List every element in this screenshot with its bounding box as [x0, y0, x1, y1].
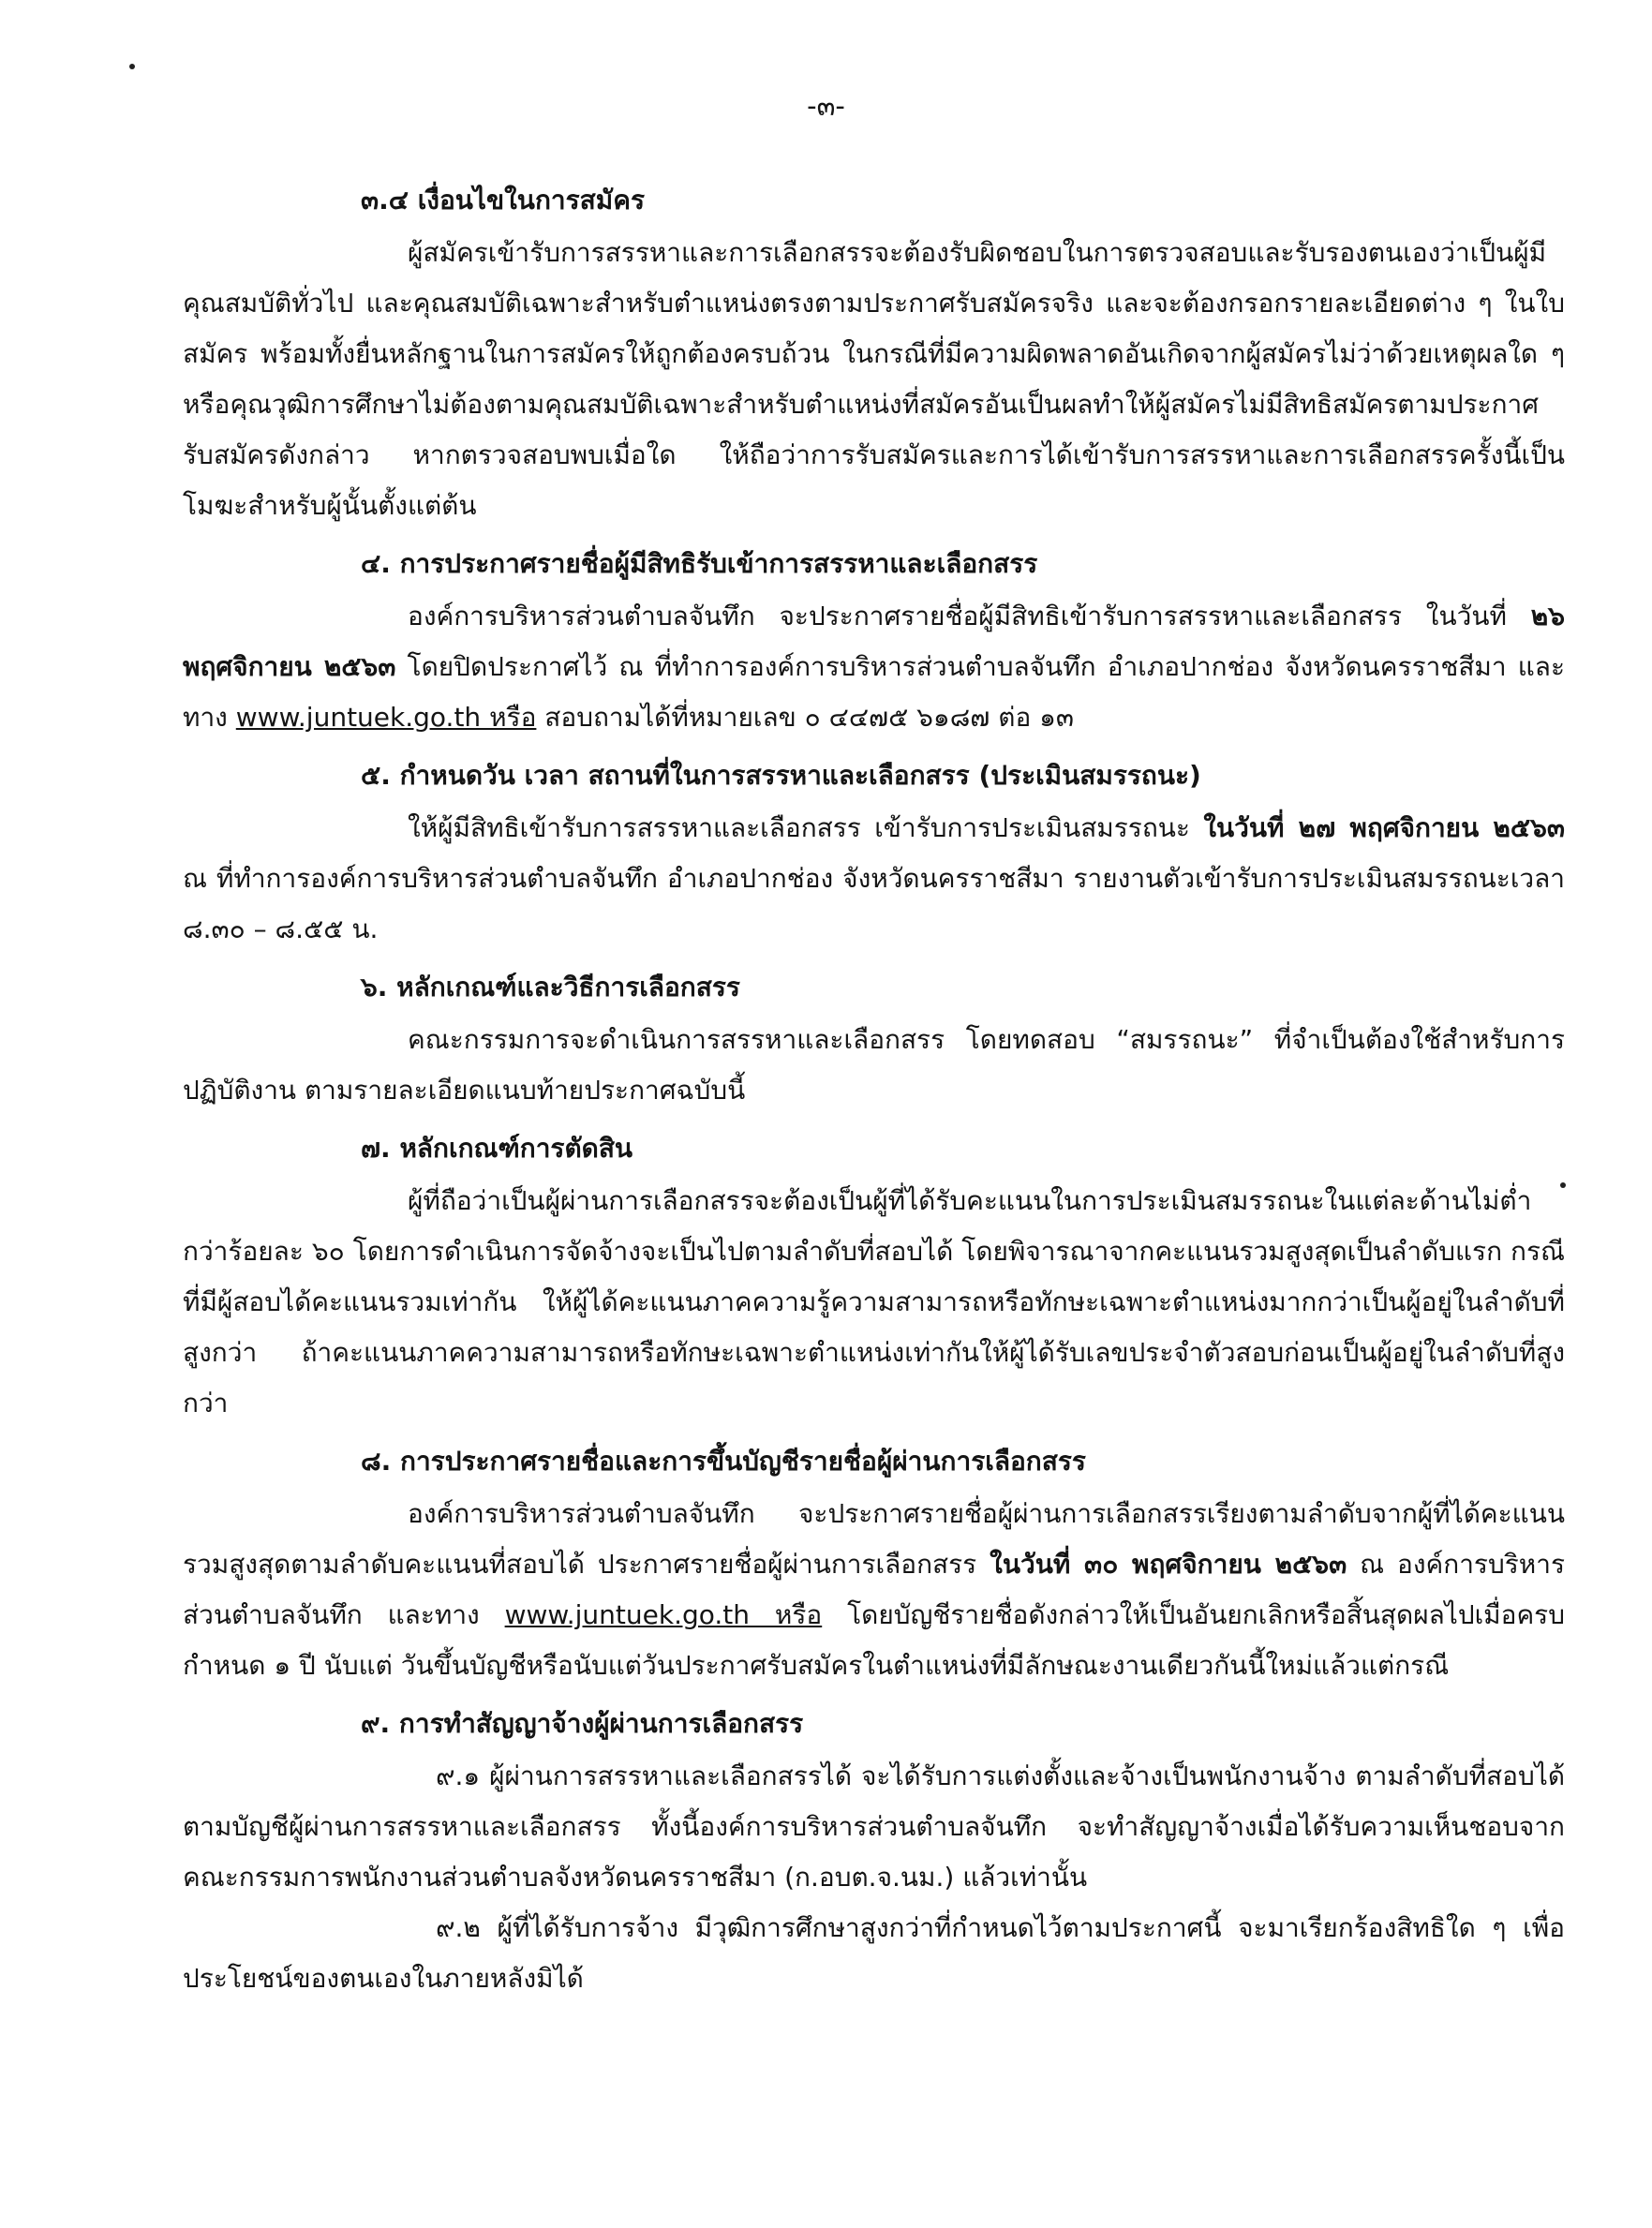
- section-5-text-1: ให้ผู้มีสิทธิเข้ารับการสรรหาและเลือกสรร เข้ารับการประเมินสมรรถนะ: [408, 812, 1204, 843]
- section-4-text-1: องค์การบริหารส่วนตำบลจันทึก จะประกาศรายชื่อผู้มีสิทธิเข้ารับการสรรหาและเลือกสรร ในวันที่: [408, 601, 1507, 631]
- section-4-text-2: โดยปิดประกาศไว้ ณ ที่ทำการองค์การบริหารส่วนตำบลจันทึก อำเภอปากช่อง จังหวัดนครราชสีมา และทาง: [183, 651, 1566, 733]
- section-4-body: [183, 591, 1565, 743]
- section-8-heading: ๘. การประกาศรายชื่อและการขึ้นบัญชีรายชื่อผู้ผ่านการเลือกสรร: [361, 1446, 1086, 1477]
- section-5-text-2: ณ ที่ทำการองค์การบริหารส่วนตำบลจันทึก อำเภอปากช่อง จังหวัดนครราชสีมา รายงานตัวเข้ารับการประเมินสมรรถนะเวลา ๘.๓๐ – ๘.๕๕ น.: [183, 863, 1565, 944]
- section-7-body: ผู้ที่ถือว่าเป็นผู้ผ่านการเลือกสรรจะต้องเป็นผู้ที่ได้รับคะแนนในการประเมินสมรรถนะในแต่ละด้านไม่ต่ำกว่าร้อยละ ๖๐ โดยการดำเนินการจัดจ้างจะเป็นไปตามลำดับที่สอบได้ โดยพิจารณาจากคะแนนรวมสูงสุดเป็นลำดับแรก กรณีที่มีผู้สอบได้คะแนนรวมเท่ากัน ให้ผู้ได้คะแนนภาคความรู้ความสามารถหรือทักษะเฉพาะตำแหน่งมากกว่าเป็นผู้อยู่ในลำดับที่สูงกว่า ถ้าคะแนนภาคความสามารถหรือทักษะเฉพาะตำแหน่งเท่ากันให้ผู้ได้รับเลขประจำตัวสอบก่อนเป็นผู้อยู่ในลำดับที่สูงกว่า: [183, 1185, 1565, 1418]
- section-4-text-3: สอบถามได้ที่หมายเลข ๐ ๔๔๗๕ ๖๑๘๗ ต่อ ๑๓: [536, 702, 1075, 733]
- section-9-heading: ๙. การทำสัญญาจ้างผู้ผ่านการเลือกสรร: [361, 1708, 804, 1739]
- section-4-date: ๒๖ พฤศจิกายน ๒๕๖๓: [183, 601, 1565, 682]
- section-5-heading: ๕. กำหนดวัน เวลา สถานที่ในการสรรหาและเลือกสรร (ประเมินสมรรถนะ): [361, 760, 1201, 791]
- section-8-date: ในวันที่ ๓๐ พฤศจิกายน ๒๕๖๓: [990, 1549, 1347, 1580]
- section-7-heading: ๗. หลักเกณฑ์การตัดสิน: [361, 1133, 633, 1164]
- document-body: [183, 173, 1565, 2004]
- section-8-text-2: ณ องค์การบริหารส่วนตำบลจันทึก และทาง: [183, 1549, 1566, 1630]
- section-8-text-1: องค์การบริหารส่วนตำบลจันทึก จะประกาศรายชื่อผู้ผ่านการเลือกสรรเรียงตามลำดับจากผู้ที่ได้คะแนนรวมสูงสุดตามลำดับคะแนนที่สอบได้ ประกาศรายชื่อผู้ผ่านการเลือกสรร: [183, 1498, 1565, 1580]
- section-6-body: คณะกรรมการจะดำเนินการสรรหาและเลือกสรร โดยทดสอบ “สมรรถนะ” ที่จำเป็นต้องใช้สำหรับการปฏิบัติงาน ตามรายละเอียดแนบท้ายประกาศฉบับนี้: [183, 1024, 1565, 1106]
- scan-speck: [129, 64, 135, 69]
- page-number: -๓-: [807, 90, 845, 122]
- section-6-heading: ๖. หลักเกณฑ์และวิธีการเลือกสรร: [361, 972, 740, 1003]
- section-9-2-body: ๙.๒ ผู้ที่ได้รับการจ้าง มีวุฒิการศึกษาสูงกว่าที่กำหนดไว้ตามประกาศนี้ จะมาเรียกร้องสิทธิใด ๆ เพื่อประโยชน์ของตนเองในภายหลังมิได้: [183, 1912, 1565, 1994]
- section-4-heading: ๔. การประกาศรายชื่อผู้มีสิทธิรับเข้าการสรรหาและเลือกสรร: [361, 548, 1038, 579]
- website-link[interactable]: www.juntuek.go.th หรือ: [235, 702, 537, 733]
- section-3-4-body: ผู้สมัครเข้ารับการสรรหาและการเลือกสรรจะต้องรับผิดชอบในการตรวจสอบและรับรองตนเองว่าเป็นผู้มีคุณสมบัติทั่วไป และคุณสมบัติเฉพาะสำหรับตำแหน่งตรงตามประกาศรับสมัครจริง และจะต้องกรอกรายละเอียดต่าง ๆ ในใบสมัคร พร้อมทั้งยื่นหลักฐานในการสมัครให้ถูกต้องครบถ้วน ในกรณีที่มีความผิดพลาดอันเกิดจากผู้สมัครไม่ว่าด้วยเหตุผลใด ๆ หรือคุณวุฒิการศึกษาไม่ต้องตามคุณสมบัติเฉพาะสำหรับตำแหน่งที่สมัครอันเป็นผลทำให้ผู้สมัครไม่มีสิทธิสมัครตามประกาศรับสมัครดังกล่าว หากตรวจสอบพบเมื่อใด ให้ถือว่าการรับสมัครและการได้เข้ารับการสรรหาและการเลือกสรรครั้งนี้เป็น โมฆะสำหรับผู้นั้นตั้งแต่ต้น: [183, 237, 1565, 521]
- section-5-body: [183, 803, 1565, 955]
- section-5-date: ในวันที่ ๒๗ พฤศจิกายน ๒๕๖๓: [1203, 812, 1565, 843]
- section-8-text-3: โดยบัญชีรายชื่อดังกล่าวให้เป็นอันยกเลิกหรือสิ้นสุดผลไปเมื่อครบกำหนด ๑ ปี นับแต่ วันขึ้นบัญชีหรือนับแต่วันประกาศรับสมัครในตำแหน่งที่มีลักษณะงานเดียวกันนี้ใหม่แล้วแต่กรณี: [183, 1599, 1565, 1681]
- section-8-body: [183, 1489, 1565, 1691]
- section-9-1-body: ๙.๑ ผู้ผ่านการสรรหาและเลือกสรรได้ จะได้รับการแต่งตั้งและจ้างเป็นพนักงานจ้าง ตามลำดับที่สอบได้ตามบัญชีผู้ผ่านการสรรหาและเลือกสรร ทั้งนี้องค์การบริหารส่วนตำบลจันทึก จะทำสัญญาจ้างเมื่อได้รับความเห็นชอบจากคณะกรรมการพนักงานส่วนตำบลจังหวัดนครราชสีมา (ก.อบต.จ.นม.) แล้วเท่านั้น: [183, 1760, 1565, 1893]
- website-link[interactable]: www.juntuek.go.th หรือ: [504, 1599, 823, 1630]
- section-3-4-heading: ๓.๔ เงื่อนไขในการสมัคร: [361, 185, 645, 215]
